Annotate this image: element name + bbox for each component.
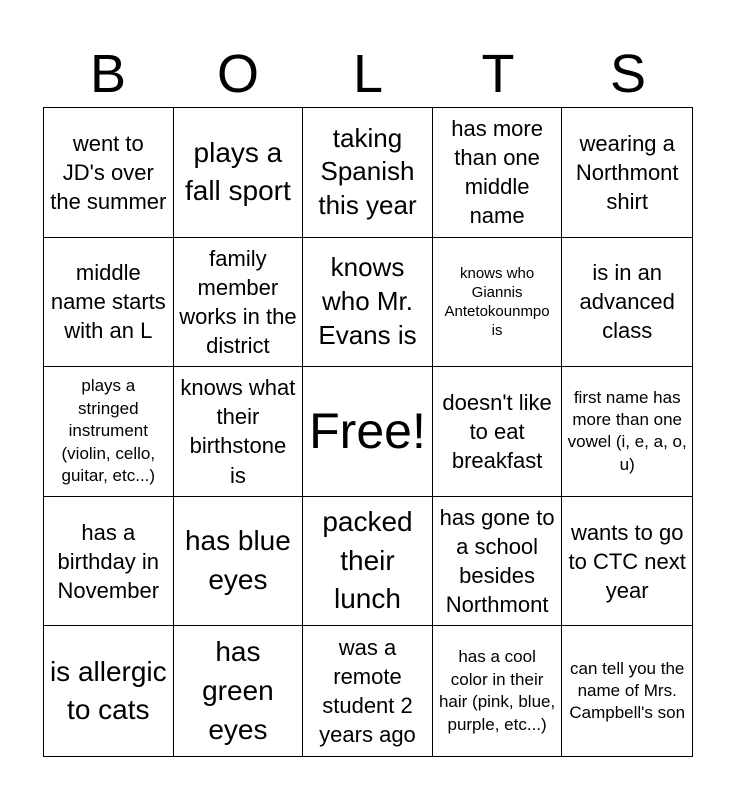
bingo-cell[interactable] — [174, 238, 304, 368]
cell-text: wants to go to CTC next year — [568, 519, 686, 603]
bingo-cell[interactable] — [44, 108, 174, 238]
free-space-text: Free! — [309, 402, 426, 459]
cell-text: can tell you the name of Mrs. Campbell's son — [569, 658, 686, 723]
bingo-cell[interactable] — [174, 108, 304, 238]
bingo-cell[interactable] — [44, 497, 174, 627]
bingo-cell[interactable] — [303, 626, 433, 756]
bingo-header — [43, 40, 693, 108]
cell-text: packed their lunch — [322, 506, 413, 615]
free-space-cell[interactable] — [303, 367, 433, 497]
bingo-cell[interactable] — [174, 367, 304, 497]
cell-text: has blue eyes — [184, 525, 291, 596]
bingo-cell[interactable] — [562, 108, 692, 238]
cell-text: taking Spanish this year — [318, 122, 417, 221]
cell-text: middle name starts with an L — [50, 260, 166, 344]
cell-text: is allergic to cats — [49, 655, 167, 726]
bingo-cell[interactable] — [433, 626, 563, 756]
bingo-cell[interactable] — [562, 367, 692, 497]
header-letter-o: O — [216, 44, 259, 104]
cell-text: doesn't like to eat breakfast — [442, 389, 552, 473]
bingo-cell[interactable] — [303, 238, 433, 368]
bingo-cell[interactable] — [562, 497, 692, 627]
bingo-cell[interactable] — [433, 497, 563, 627]
cell-text: knows who Giannis Antetokounmpo is — [444, 264, 550, 339]
cell-text: plays a fall sport — [184, 136, 291, 207]
bingo-cell[interactable] — [433, 108, 563, 238]
cell-text: family member works in the district — [179, 245, 297, 358]
bingo-cell[interactable] — [562, 238, 692, 368]
bingo-cell[interactable] — [303, 497, 433, 627]
cell-text: is in an advanced class — [579, 260, 675, 344]
cell-text: was a remote student 2 years ago — [319, 635, 416, 748]
bingo-cell[interactable] — [44, 367, 174, 497]
bingo-cell[interactable] — [174, 626, 304, 756]
bingo-cell[interactable] — [433, 238, 563, 368]
cell-text: knows who Mr. Evans is — [318, 252, 417, 350]
cell-text: plays a stringed instrument (violin, cello, guitar, etc...) — [61, 376, 156, 486]
cell-text: knows what their birthstone is — [180, 375, 296, 488]
header-letter-s: S — [609, 44, 647, 104]
cell-text: has a birthday in November — [57, 519, 160, 603]
cell-text: has more than one middle name — [451, 116, 543, 229]
bingo-cell[interactable] — [44, 238, 174, 368]
cell-text: first name has more than one vowel (i, e, a, o, u) — [567, 387, 687, 474]
bingo-cell[interactable] — [44, 626, 174, 756]
cell-text: has gone to a school besides Northmont — [439, 505, 555, 618]
cell-text: wearing a Northmont shirt — [575, 130, 679, 214]
bingo-cell[interactable] — [303, 108, 433, 238]
header-letter-l: L — [352, 44, 384, 104]
header-letter-b: B — [89, 44, 127, 104]
bingo-cell[interactable] — [562, 626, 692, 756]
cell-text: has green eyes — [202, 636, 274, 745]
header-letter-t: T — [481, 44, 515, 104]
bingo-board — [43, 107, 693, 757]
bingo-cell[interactable] — [174, 497, 304, 627]
bingo-cell[interactable] — [433, 367, 563, 497]
cell-text: went to JD's over the summer — [50, 130, 167, 214]
cell-text: has a cool color in their hair (pink, blue, purple, etc...) — [438, 647, 556, 734]
